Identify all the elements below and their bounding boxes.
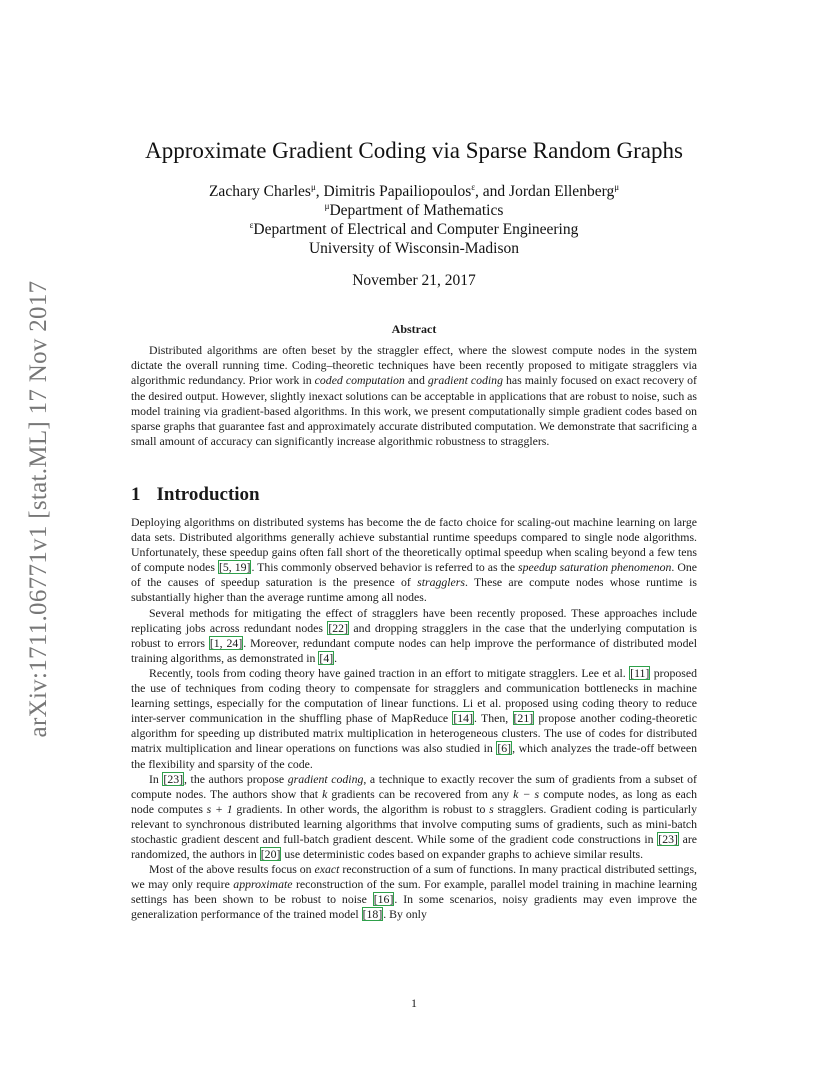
author-3: Jordan Ellenberg xyxy=(509,183,615,200)
affiliation-1-sup: μ xyxy=(324,201,330,211)
affiliation-3-text: University of Wisconsin-Madison xyxy=(308,240,520,257)
citation-link[interactable]: [18] xyxy=(362,907,383,922)
author-1-sup: μ xyxy=(310,182,316,192)
abstract-paragraph: Distributed algorithms are often beset by the straggler effect, where the slowest compute nodes in the system dictate the overall running time. Coding–theoretic techniques have been recently proposed to mitigate stragglers via algorithmic redundancy. Prior work in coded computation and gradient coding has mainly focused on exact recovery of the desired output. However, slightly inexact solutions can be acceptable in applications that are robust to noise, such as model training via gradient-based algorithms. In this work, we present computationally simple gradient codes based on sparse graphs that guarantee fast and approximately accurate distributed computation. We demonstrate that sacrificing a small amount of accuracy can significantly increase algorithmic robustness to stragglers. xyxy=(131,343,697,449)
citation-link[interactable]: [16] xyxy=(373,892,394,907)
affiliation-1-text: Department of Mathematics xyxy=(329,202,504,219)
introduction-body xyxy=(131,515,697,923)
paragraph-5: Most of the above results focus on exact reconstruction of a sum of functions. In many practical distributed settings, we may only require approximate reconstruction of the sum. For example, parallel model training in machine learning settings has been shown to be robust to noise [16]. In some scenarios, noisy gradients may even improve the generalization performance of the trained model [18]. By only xyxy=(131,862,697,922)
affiliation-2 xyxy=(0,221,828,239)
author-2-sup: ε xyxy=(471,182,476,192)
section-title: Introduction xyxy=(156,484,260,505)
citation-link[interactable]: [21] xyxy=(513,711,534,726)
affiliation-1 xyxy=(0,202,828,220)
author-2: Dimitris Papailiopoulos xyxy=(323,183,472,200)
citation-link[interactable]: [5, 19] xyxy=(218,560,251,575)
author-3-sup: μ xyxy=(614,182,620,192)
paragraph-4: In [23], the authors propose gradient coding, a technique to exactly recover the sum of gradients from a subset of compute nodes. The authors show that k gradients can be recovered from any k − s compute nodes, as long as each node computes s + 1 gradients. In other words, the algorithm is robust to s stragglers. Gradient coding is particularly relevant to synchronous distributed learning algorithms that involve computing sums of gradients, such as mini-batch stochastic gradient descent and full-batch gradient descent. While some of the gradient code constructions in [23] are randomized, the authors in [20] use deterministic codes based on expander graphs to achieve similar results. xyxy=(131,771,697,862)
citation-link[interactable]: [23] xyxy=(658,831,678,846)
author-line xyxy=(0,183,828,201)
citation-link[interactable]: [23] xyxy=(163,771,184,786)
abstract-heading: Abstract xyxy=(391,322,437,336)
author-separator: , and xyxy=(475,183,510,200)
affiliation-2-sup: ε xyxy=(249,220,254,230)
citation-link[interactable]: [6] xyxy=(497,741,512,756)
section-number: 1 xyxy=(131,484,141,505)
affiliation-2-text: Department of Electrical and Computer Engineering xyxy=(253,221,579,238)
page-number: 1 xyxy=(411,996,417,1010)
author-separator: , xyxy=(315,183,324,200)
abstract-body xyxy=(131,343,697,449)
citation-link[interactable]: [14] xyxy=(453,711,474,726)
paper-date: November 21, 2017 xyxy=(352,272,476,289)
citation-link[interactable]: [1, 24] xyxy=(209,635,243,650)
author-1: Zachary Charles xyxy=(208,183,311,200)
section-heading xyxy=(131,484,260,506)
citation-link[interactable]: [4] xyxy=(319,650,334,665)
paragraph-2: Several methods for mitigating the effect of stragglers have been recently proposed. These approaches include replicating jobs across redundant nodes [22] and dropping stragglers in the case that the underlying computation is robust to errors [1, 24]. Moreover, redundant compute nodes can help improve the performance of distributed model training algorithms, as demonstrated in [4]. xyxy=(131,605,698,665)
citation-link[interactable]: [20] xyxy=(260,847,281,862)
paper-title: Approximate Gradient Coding via Sparse Random Graphs xyxy=(145,138,683,163)
paragraph-1: Deploying algorithms on distributed systems has become the de facto choice for scaling-out machine learning on large data sets. Distributed algorithms generally achieve substantial runtime speedups compared to single node algorithms. Unfortunately, these speedup gains often fall short of the theoretically optimal speedup when scaling beyond a few tens of compute nodes [5, 19]. This commonly observed behavior is referred to as the speedup saturation phenomenon. One of the causes of speedup saturation is the presence of stragglers. These are compute nodes whose runtime is substantially higher than the average runtime among all nodes. xyxy=(131,515,698,605)
affiliation-3 xyxy=(0,240,828,258)
citation-link[interactable]: [11] xyxy=(630,665,650,680)
paragraph-3: Recently, tools from coding theory have gained traction in an effort to mitigate stragglers. Lee et al. [11] proposed the use of techniques from coding theory to compensate for stragglers and communication bottlenecks in machine learning settings, especially for the computation of linear functions. Li et al. proposed using coding theory to reduce inter-server communication in the shuffling phase of MapReduce [14]. Then, [21] propose another coding-theoretic algorithm for speeding up distributed matrix multiplication in heterogeneous clusters. The use of codes for distributed matrix multiplication and linear operations on functions was also studied in [6], which analyzes the trade-off between the flexibility and sparsity of the code. xyxy=(131,665,698,771)
citation-link[interactable]: [22] xyxy=(328,620,349,635)
arxiv-identifier-text: arXiv:1711.06771v1 [stat.ML] 17 Nov 2017 xyxy=(25,280,52,738)
arxiv-identifier xyxy=(14,274,64,744)
